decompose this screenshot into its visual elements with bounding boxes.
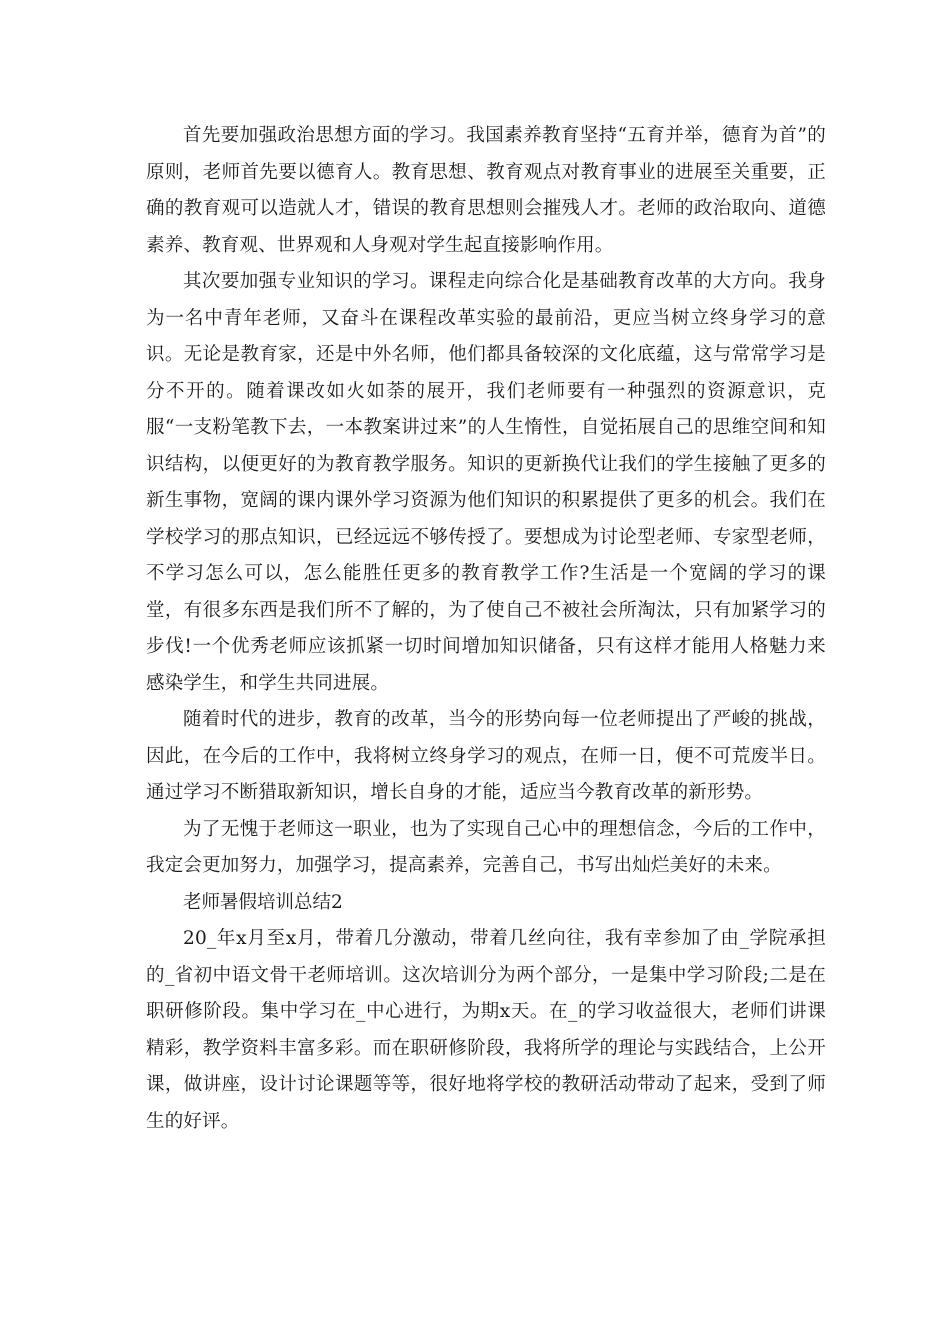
document-page <box>146 118 826 1140</box>
paragraph-professional-study: 其次要加强专业知识的学习。课程走向综合化是基础教育改革的大方向。我身为一名中青年老师，又奋斗在课程改革实验的最前沿，更应当树立终身学习的意识。无论是教育家，还是中外名师，他们都具备较深的文化底蕴，这与常常学习是分不开的。随着课改如火如荼的展开，我们老师要有一种强烈的资源意识，克服“一支粉笔教下去，一本教案讲过来”的人生惰性，自觉拓展自己的思维空间和知识结构，以便更好的为教育教学服务。知识的更新换代让我们的学生接触了更多的新生事物，宽阔的课内课外学习资源为他们知识的积累提供了更多的机会。我们在学校学习的那点知识，已经远远不够传授了。要想成为讨论型老师、专家型老师，不学习怎么可以，怎么能胜任更多的教育教学工作?生活是一个宽阔的学习的课堂，有很多东西是我们所不了解的，为了使自己不被社会所淘汰，只有加紧学习的步伐!一个优秀老师应该抓紧一切时间增加知识储备，只有这样才能用人格魅力来感染学生，和学生共同进展。 <box>146 271 826 694</box>
paragraph-conclusion: 为了无愧于老师这一职业，也为了实现自己心中的理想信念，今后的工作中，我定会更加努力，加强学习，提高素养，完善自己，书写出灿烂美好的未来。 <box>146 818 826 876</box>
paragraph-training-summary: 20_年x月至x月，带着几分激动，带着几丝向往，我有幸参加了由_学院承担的_省初中语文骨干老师培训。这次培训分为两个部分，一是集中学习阶段;二是在职研修阶段。集中学习在_中心进行，为期x天。在_的学习收益很大，老师们讲课精彩，教学资料丰富多彩。而在职研修阶段，我将所学的理论与实践结合，上公开课，做讲座，设计讨论课题等等，很好地将学校的教研活动带动了起来，受到了师生的好评。 <box>146 928 826 1132</box>
paragraph-political-study: 首先要加强政治思想方面的学习。我国素养教育坚持“五育并举，德育为首”的原则，老师首先要以德育人。教育思想、教育观点对教育事业的进展至关重要，正确的教育观可以造就人才，错误的教育思想则会摧残人才。老师的政治取向、道德素养、教育观、世界观和人身观对学生起直接影响作用。 <box>146 125 826 256</box>
section-title: 老师暑假培训总结2 <box>183 891 343 913</box>
paragraph-lifelong-learning: 随着时代的进步，教育的改革，当今的形势向每一位老师提出了严峻的挑战，因此，在今后的工作中，我将树立终身学习的观点，在师一日，便不可荒废半日。通过学习不断猎取新知识，增长自身的才能，适应当今教育改革的新形势。 <box>146 709 826 803</box>
